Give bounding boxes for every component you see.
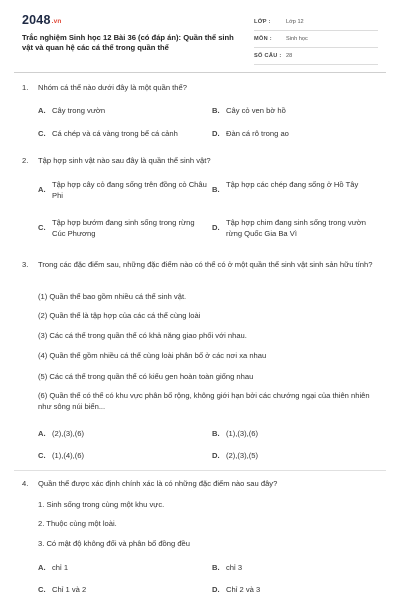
option-text: chỉ 1 bbox=[52, 563, 69, 572]
question-number: 2. bbox=[22, 156, 29, 165]
option-letter: B. bbox=[212, 429, 220, 438]
option-letter: A. bbox=[38, 563, 46, 572]
question-stem bbox=[22, 259, 382, 270]
option-text: (1),(3),(6) bbox=[226, 429, 259, 438]
option-text: (2),(3),(6) bbox=[52, 429, 85, 438]
option-text: Tập hợp các chép đang sống ở Hồ Tây bbox=[226, 180, 359, 189]
option-letter: A. bbox=[38, 429, 46, 438]
meta-label-subject: MÔN : bbox=[254, 36, 272, 42]
option-letter: C. bbox=[38, 223, 46, 232]
statement-4-3: 3. Có mật độ không đổi và phân bố đồng đều bbox=[38, 539, 190, 548]
option-text: Tập hợp cây cỏ đang sống trên đồng cỏ Châu Phi bbox=[52, 180, 207, 200]
logo-text: 2048 bbox=[22, 13, 51, 27]
statement-3-2: (2) Quần thể là tập hợp của các cá thể cùng loài bbox=[38, 311, 201, 320]
question-3 bbox=[22, 259, 382, 270]
question-text: Nhóm cá thể nào dưới đây là một quần thể? bbox=[38, 83, 187, 92]
question-text: Quần thể được xác định chính xác là có những đặc điểm nào sau đây? bbox=[38, 479, 278, 488]
option-letter: D. bbox=[212, 451, 220, 460]
option-letter: D. bbox=[212, 585, 220, 594]
statement-3-6: (6) Quần thể có thể có khu vực phân bố rộng, không giới hạn bởi các chướng ngại của thiên nhiên như sông núi biển... bbox=[38, 391, 370, 411]
meta-value-count: 28 bbox=[286, 53, 293, 59]
option-letter: B. bbox=[212, 106, 220, 115]
option-text: (1),(4),(6) bbox=[52, 451, 85, 460]
option-letter: C. bbox=[38, 451, 46, 460]
option-text: Chỉ 2 và 3 bbox=[226, 585, 261, 594]
option-text: Cá chép và cá vàng trong bể cá cảnh bbox=[52, 129, 178, 138]
document-title: Trắc nghiệm Sinh học 12 Bài 36 (có đáp án): Quần thể sinh vật và quan hệ các cá thể trong quần thể bbox=[22, 33, 234, 52]
question-4 bbox=[22, 478, 382, 489]
header-divider bbox=[14, 72, 386, 73]
meta-value-subject: Sinh học bbox=[286, 36, 308, 42]
statement-4-1: 1. Sinh sống trong cùng một khu vực. bbox=[38, 500, 165, 509]
question-stem bbox=[22, 478, 382, 489]
meta-label-class: LỚP : bbox=[254, 19, 271, 25]
question-divider bbox=[14, 470, 386, 471]
option-text: Đàn cá rô trong ao bbox=[226, 129, 289, 138]
statement-3-1: (1) Quần thể bao gồm nhiều cá thể sinh vật. bbox=[38, 292, 187, 301]
option-letter: D. bbox=[212, 129, 220, 138]
question-number: 1. bbox=[22, 83, 29, 92]
document-meta bbox=[254, 14, 378, 65]
question-number: 4. bbox=[22, 479, 29, 488]
question-2 bbox=[22, 155, 382, 166]
question-number: 3. bbox=[22, 260, 29, 269]
statement-3-4: (4) Quần thể gồm nhiều cá thể cùng loài phân bố ở các nơi xa nhau bbox=[38, 351, 267, 360]
meta-label-count: SỐ CÂU : bbox=[254, 53, 282, 59]
option-text: chỉ 3 bbox=[226, 563, 243, 572]
option-letter: B. bbox=[212, 185, 220, 194]
meta-row-count bbox=[254, 48, 378, 65]
option-letter: A. bbox=[38, 185, 46, 194]
question-text: Tập hợp sinh vật nào sau đây là quần thể sinh vật? bbox=[38, 156, 211, 165]
site-logo[interactable] bbox=[22, 13, 62, 27]
page-header bbox=[0, 0, 400, 72]
statement-3-3: (3) Các cá thể trong quần thể có khả năng giao phối với nhau. bbox=[38, 331, 247, 340]
statement-4-2: 2. Thuộc cùng một loài. bbox=[38, 519, 117, 528]
question-text: Trong các đặc điểm sau, những đặc điểm nào có thể có ở một quần thể sinh vật sinh sản hữu tính? bbox=[38, 260, 373, 269]
statement-3-5: (5) Các cá thể trong quần thể có kiểu gen hoàn toàn giống nhau bbox=[38, 372, 254, 381]
option-text: Cây cỏ ven bờ hồ bbox=[226, 106, 286, 115]
meta-row-subject bbox=[254, 31, 378, 48]
meta-row-class bbox=[254, 14, 378, 31]
logo-suffix: .vn bbox=[51, 18, 62, 25]
option-letter: C. bbox=[38, 585, 46, 594]
option-text: Chỉ 1 và 2 bbox=[52, 585, 87, 594]
option-letter: A. bbox=[38, 106, 46, 115]
question-1 bbox=[22, 82, 382, 93]
option-letter: C. bbox=[38, 129, 46, 138]
option-text: (2),(3),(5) bbox=[226, 451, 259, 460]
question-stem bbox=[22, 155, 382, 166]
option-text: Tập hợp chim đang sinh sống trong vườn rừng Quốc Gia Ba Vì bbox=[226, 218, 366, 238]
option-text: Tập hợp bướm đang sinh sống trong rừng Cúc Phương bbox=[52, 218, 195, 238]
option-letter: D. bbox=[212, 223, 220, 232]
option-letter: B. bbox=[212, 563, 220, 572]
option-text: Cây trong vườn bbox=[52, 106, 106, 115]
question-stem bbox=[22, 82, 382, 93]
meta-value-class: Lớp 12 bbox=[286, 19, 304, 25]
